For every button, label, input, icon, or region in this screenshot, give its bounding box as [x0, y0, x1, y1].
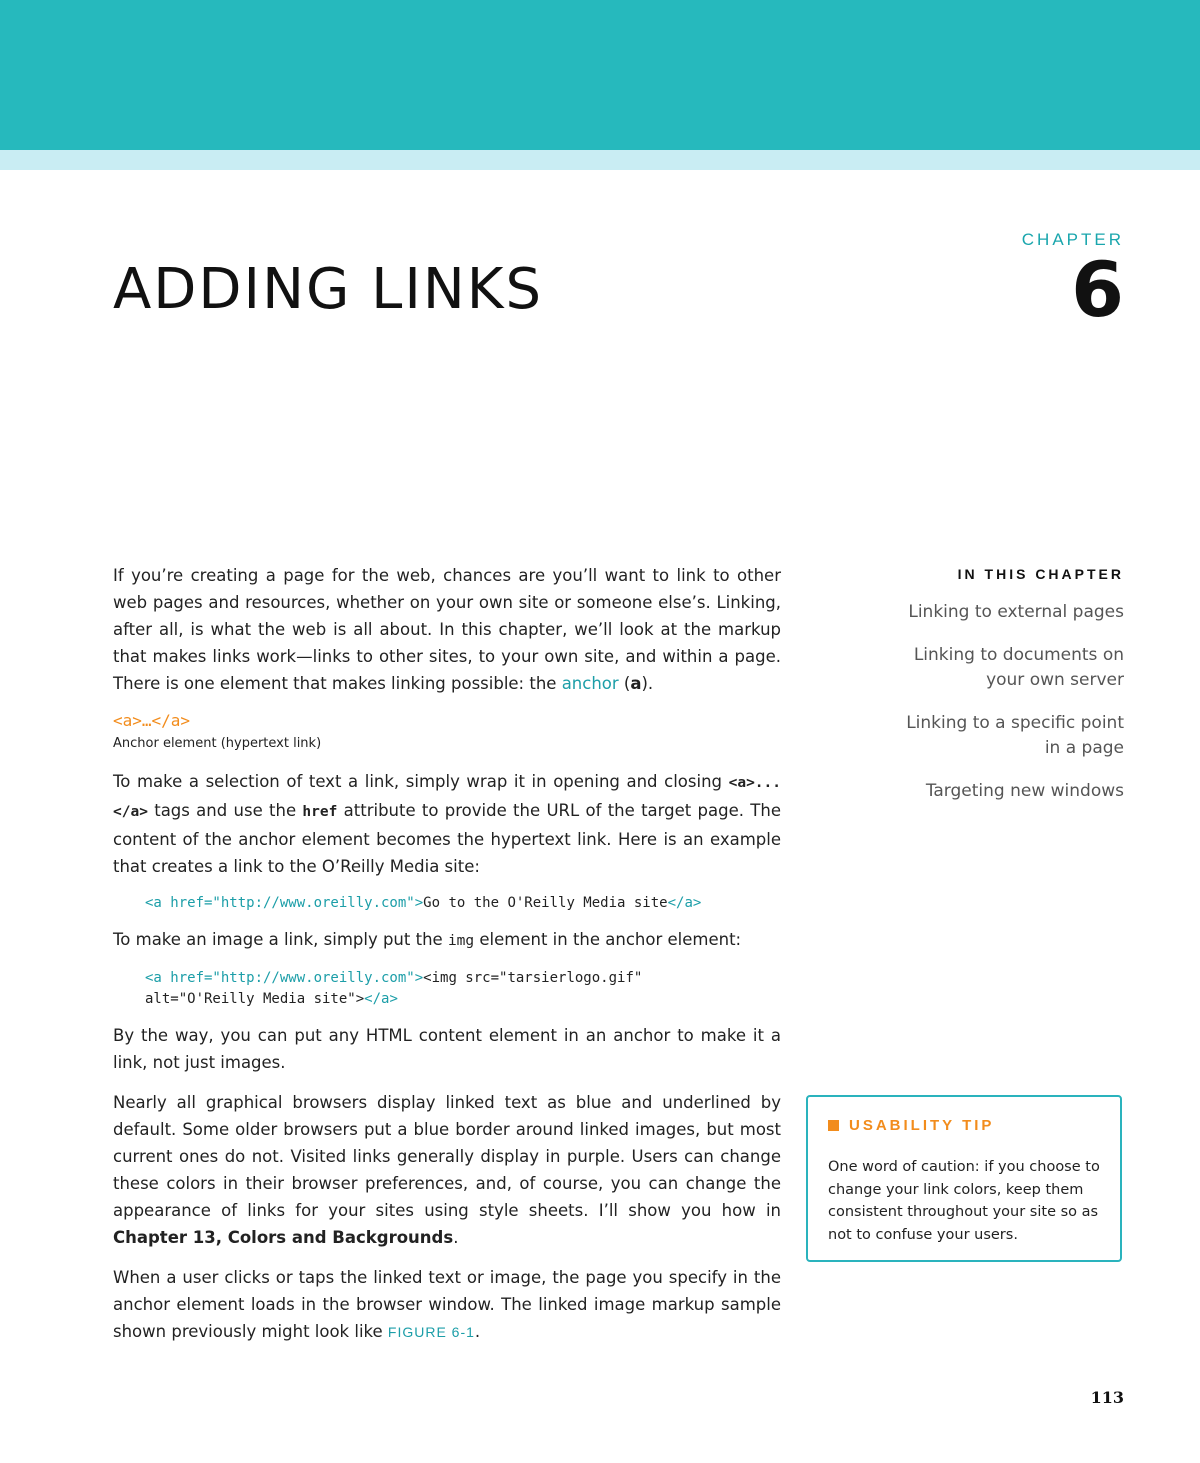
usability-tip-heading: USABILITY TIP [828, 1117, 1102, 1134]
anchor-term-link[interactable]: anchor [561, 674, 619, 693]
orange-square-icon [828, 1120, 839, 1131]
paragraph-link-colors: Nearly all graphical browsers display linked text as blue and underlined by default. Some older browsers put a blue border around linked images, but most current ones do not. Visited links generally display in purple. Users can change these colors in their browser preferences, and, of course, you can change the appearance of links for your sites using style sheets. I’ll show you how in Chapter 13, Colors and Backgrounds. [113, 1093, 781, 1247]
sidebar-item-own-server: Linking to documents on your own server [913, 645, 1124, 690]
img-element-code: img [447, 933, 475, 949]
intro-paragraph: If you’re creating a page for the web, chances are you’ll want to link to other web pages and resources, whether on your own site or someone else’s. Linking, after all, is what the web is all about. In this chapter, we’ll look at the markup that makes links work—links to other sites, to your own site, and within a page. There is one element that makes linking possible: the anchor (a). [113, 566, 781, 693]
chapter-banner-strip [0, 150, 1200, 170]
chapter-title: ADDING LINKS [113, 257, 544, 322]
usability-tip-box [806, 1095, 1122, 1262]
anchor-tags-code: <a>...</a> [113, 775, 781, 820]
chapter-13-reference: Chapter 13, Colors and Backgrounds [113, 1228, 454, 1247]
paragraph-make-link: To make a selection of text a link, simply wrap it in opening and closing <a>...</a> tags and use the href attribute to provide the URL of the target page. The content of the anchor element becomes the hypertext link. Here is an example that creates a link to the O’Reilly Media site: [113, 772, 781, 876]
figure-6-1-link[interactable]: FIGURE 6-1 [387, 1324, 475, 1340]
paragraph-click-behavior: When a user clicks or taps the linked text or image, the page you specify in the anchor element loads in the browser window. The linked image markup sample shown previously might look like FIGURE 6-1. [113, 1268, 781, 1341]
code-example-text-link: <a href="http://www.oreilly.com">Go to the O'Reilly Media site</a> [145, 895, 702, 911]
code-example-image-link: <a href="http://www.oreilly.com"><img src="tarsierlogo.gif" alt="O'Reilly Media site"></a> [145, 970, 643, 1007]
paragraph-any-content: By the way, you can put any HTML content element in an anchor to make it a link, not just images. [113, 1026, 781, 1072]
usability-tip-body: One word of caution: if you choose to change your link colors, keep them consistent throughout your site so as not to confuse your users. [828, 1159, 1100, 1243]
chapter-label: CHAPTER [1021, 230, 1124, 249]
sidebar-item-specific-point: Linking to a specific point in a page [906, 713, 1124, 758]
chapter-number: 6 [1071, 245, 1124, 334]
page-number: 113 [1090, 1388, 1124, 1407]
main-column [113, 562, 781, 1359]
element-description: Anchor element (hypertext link) [113, 736, 322, 751]
sidebar-item-external-pages: Linking to external pages [908, 602, 1124, 622]
paragraph-image-link: To make an image a link, simply put the img element in the anchor element: [113, 930, 742, 949]
element-tag-heading: <a>…</a> [113, 711, 191, 730]
in-this-chapter-sidebar [864, 566, 1124, 822]
sidebar-item-new-windows: Targeting new windows [925, 781, 1124, 801]
chapter-banner [0, 0, 1200, 150]
sidebar-heading: IN THIS CHAPTER [957, 566, 1124, 582]
a-element-code: a [630, 674, 642, 693]
href-attribute-code: href [302, 804, 338, 820]
